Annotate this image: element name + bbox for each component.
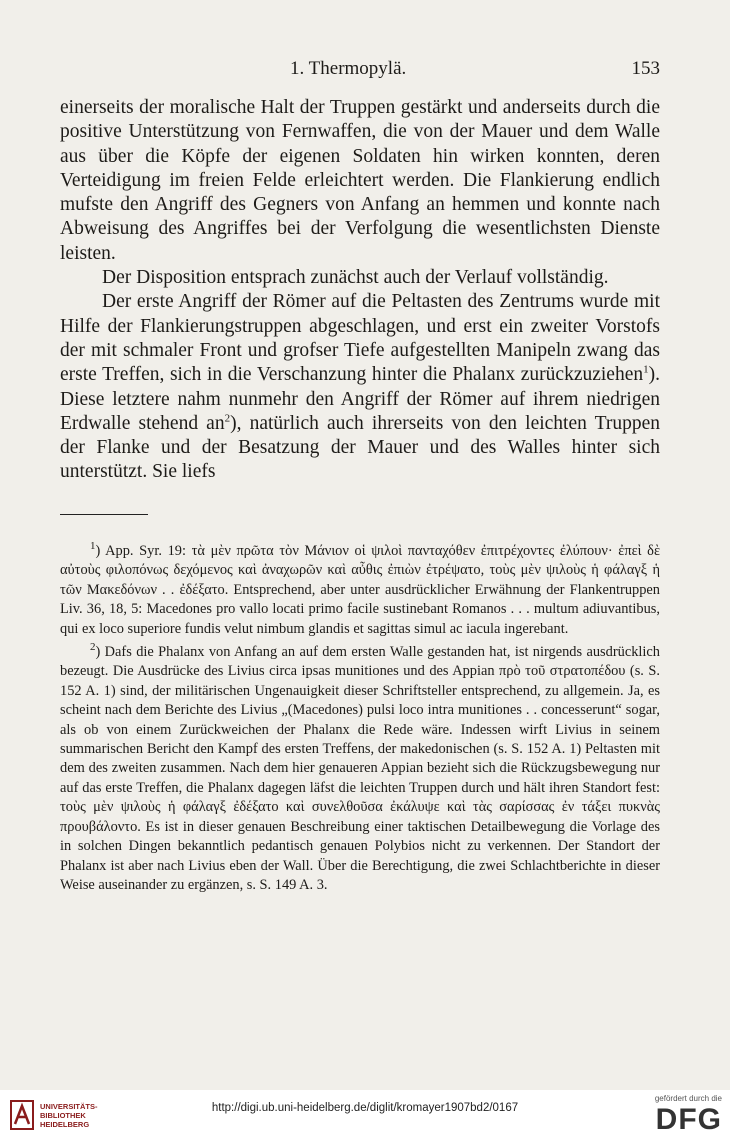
footnote-marker: 1 bbox=[90, 540, 96, 553]
chapter-title: 1. Thermopylä. bbox=[290, 58, 407, 79]
paragraph bbox=[60, 96, 660, 266]
paragraph bbox=[60, 290, 660, 484]
main-text bbox=[60, 96, 660, 485]
permalink[interactable]: http://digi.ub.uni-heidelberg.de/diglit/kromayer1907bd2/0167 bbox=[211, 1102, 519, 1114]
funding-note: gefördert durch die bbox=[654, 1094, 722, 1103]
paragraph-text: ), natürlich auch ihrerseits von den leichten Truppen der Flanke und der Besatzung der Mauer und des Walles hinter sich unterstützt. Sie liefs bbox=[60, 412, 661, 483]
paragraph-text: einerseits der moralische Halt der Truppen gestärkt und anderseits durch die positive Unterstützung von Fernwaffen, die von der Mauer und dem Walle aus über die Köpfe der eigenen Soldaten hin wirken konnten, deren Verteidigung im freien Felde erleichtert werden. Die Flankierung endlich mufste den Angriff des Gegners von Anfang an hemmen und konnte nach Abweisung des Angriffes bei der Verfolgung die wesentlichsten Dienste leisten. bbox=[60, 97, 660, 264]
paragraph bbox=[60, 266, 660, 290]
footnotes bbox=[60, 542, 660, 895]
library-name-line: HEIDELBERG bbox=[40, 1120, 90, 1129]
dfg-logo[interactable] bbox=[632, 1094, 724, 1138]
footnote-marker: 2 bbox=[90, 641, 96, 654]
dfg-wordmark: DFG bbox=[655, 1103, 722, 1136]
footnote bbox=[60, 542, 660, 639]
paragraph-text: ). Diese letztere nahm nunmehr den Angriff der Römer auf ihrem niedrigen Erdwalle stehend an bbox=[60, 364, 660, 434]
footnote-reference: 1 bbox=[643, 363, 649, 376]
library-emblem-icon bbox=[10, 1100, 34, 1130]
paragraph-text: Der erste Angriff der Römer auf die Peltasten des Zentrums wurde mit Hilfe der Flankierungstruppen abgeschlagen, und erst ein zweiter Vorstofs der mit schmaler Front und grofser Tiefe aufgestellten Manipeln zwang das erste Treffen, sich in die Verschanzung hinter die Phalanx zurückzuziehen bbox=[60, 291, 660, 386]
page-number: 153 bbox=[631, 58, 660, 79]
footnote-text: ) Dafs die Phalanx von Anfang an auf dem ersten Walle gestanden hat, ist nirgends ausdrücklich bezeugt. Die Ausdrücke des Livius circa ipsas munitiones und des Appian πρὸ τοῦ στρατοπέδου (s. S. 152 A. 1) sind, der militärischen Ungenauigkeit dieser Schriftsteller entsprechend, zu allgemein. Ja, es scheint nach dem Berichte des Livius „(Macedones) pulsi loco intra munitiones . . concesserunt“ sogar, als ob von einem Zurückweichen der Phalanx die Rede wäre. Indessen wirft Livius in seinem summarischen Bericht den Kampf des ersten Treffens, der makedonischen (s. S. 152 A. 1) Peltasten mit dem des zweiten zusammen. Nach dem hier genaueren Appian bezieht sich die Rückzugsbewegung nur auf das erste Treffen, die Phalanx dagegen läfst die leichten Truppen durch und hält ihren Standort fest: τοὺς μὲν ψιλοὺς ἡ φάλαγξ ἐδέξατο καὶ συνελθοῦσα ἐκάλυψε καὶ τὰς σαρίσσας ἐν τάξει πυκνὰς προυβάλοντο. Es ist in dieser genauen Beschreibung einer taktischen Detailbewegung die Vorlage des in solchen Dingen bekanntlich pedantisch genauen Polybios nicht zu verkennen. Der Standort der Phalanx ist aber nach Livius eben der Wall. Über die Berechtigung, die zwei Schlachtberichte in dieser Weise auseinander zu ergänzen, s. S. 149 A. 3. bbox=[60, 644, 660, 893]
library-name-line: UNIVERSITÄTS- bbox=[40, 1102, 98, 1111]
library-name-line: BIBLIOTHEK bbox=[40, 1111, 86, 1120]
university-library-logo[interactable] bbox=[10, 1099, 100, 1135]
library-name bbox=[40, 1102, 98, 1129]
footnote-separator bbox=[60, 514, 148, 515]
paragraph-text: Der Disposition entsprach zunächst auch der Verlauf vollständig. bbox=[102, 267, 609, 289]
running-head bbox=[60, 58, 660, 82]
footnote-reference: 2 bbox=[224, 412, 231, 425]
footnote bbox=[60, 643, 660, 895]
footnote-text: ) App. Syr. 19: τὰ μὲν πρῶτα τὸν Μάνιον οἱ ψιλοὶ πανταχόθεν ἐπιτρέχοντες ἐλύπουν· ἐπεὶ δὲ αὐτοὺς φιλοπόνως δεχόμενος καὶ ἀναχωρῶν καὶ αὖθις ἐπιὼν ἐτρέψατο, τοὺς μὲν ψιλοὺς ἡ φάλαγξ ἡ τῶν Μακεδόνων . . ἐδέξατο. Entsprechend, aber unter ausdrücklicher Erwähnung der Flankentruppen Liv. 36, 18, 5: Macedones pro vallo locati primo facile sustinebant Romanos . . . multum adiuvantibus, qui ex loco superiore fundis velut nimbum glandis et sagittas simul ac iacula ingerebant. bbox=[60, 543, 660, 637]
digitization-footer bbox=[0, 1090, 730, 1142]
